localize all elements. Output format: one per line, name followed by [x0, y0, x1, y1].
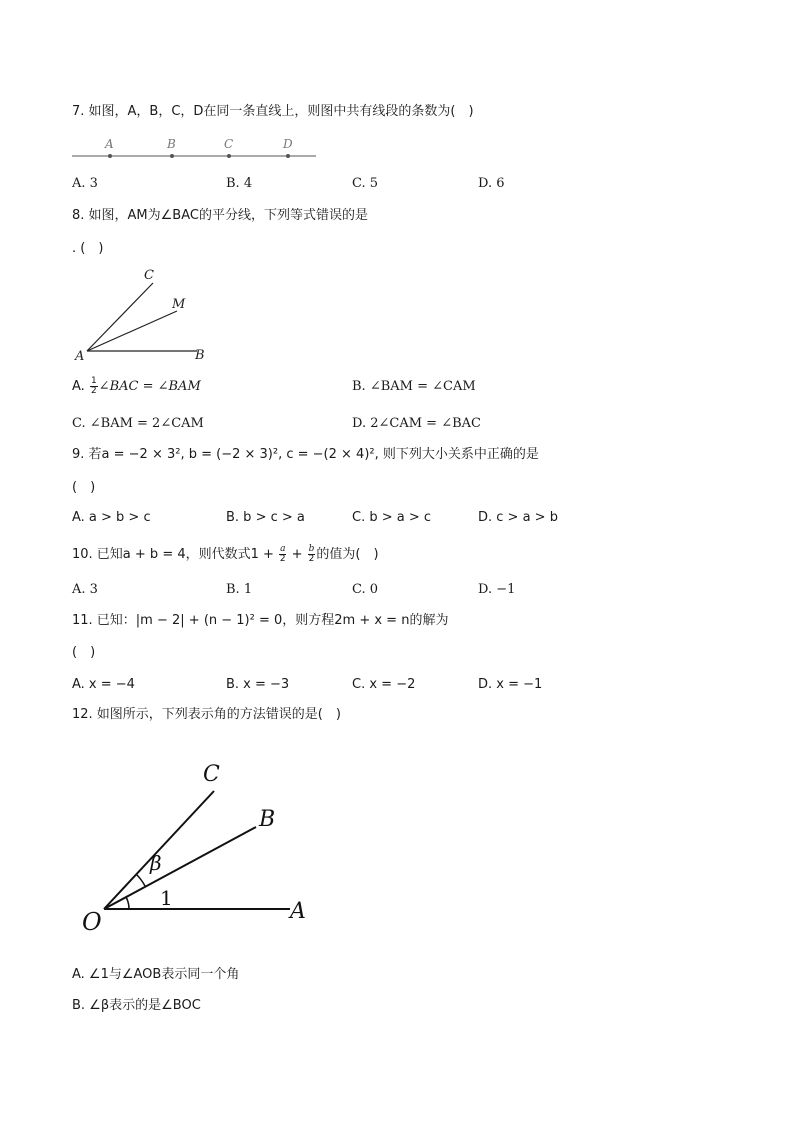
- q11-option-b[interactable]: B. x = −3: [226, 677, 290, 692]
- q11-paren: ( ): [72, 645, 96, 660]
- q12-label-o: O: [82, 908, 102, 936]
- q9-option-c[interactable]: C. b > a > c: [352, 510, 432, 525]
- q10-option-a[interactable]: A. 3: [72, 582, 98, 597]
- q8-option-a-prefix: A.: [72, 379, 85, 394]
- q10-fraction-a-numerator: a: [280, 544, 286, 554]
- q11-stem: 11. 已知：|m − 2| + (n − 1)² = 0，则方程2m + x = n的解为: [72, 613, 449, 628]
- q9-option-b[interactable]: B. b > c > a: [226, 510, 305, 525]
- q8-fraction-numerator: 1: [90, 376, 97, 386]
- q8-stem: 8. 如图，AM为∠BAC的平分线，下列等式错误的是: [72, 208, 368, 223]
- q10-option-b[interactable]: B. 1: [226, 582, 253, 597]
- q10-stem-suffix: 的值为( ): [316, 547, 379, 562]
- q12-label-c: C: [203, 762, 220, 787]
- q7-label-a: A: [105, 137, 114, 151]
- q11-option-a[interactable]: A. x = −4: [72, 677, 135, 692]
- q7-label-d: D: [283, 137, 293, 151]
- q10-plus: +: [291, 547, 303, 562]
- q8-paren: . ( ): [72, 241, 104, 256]
- q8-fraction-denominator: 2: [90, 386, 97, 396]
- q12-label-beta: β: [150, 851, 162, 875]
- q9-paren: ( ): [72, 480, 96, 495]
- q11-option-d[interactable]: D. x = −1: [478, 677, 543, 692]
- q9-stem: 9. 若a = −2 × 3², b = (−2 × 3)², c = −(2 × 4)², 则下列大小关系中正确的是: [72, 447, 539, 462]
- q10-option-c[interactable]: C. 0: [352, 582, 379, 597]
- q10-option-d[interactable]: D. −1: [478, 582, 516, 597]
- q12-label-one: 1: [160, 886, 173, 910]
- q7-label-b: B: [167, 137, 176, 151]
- q8-label-a: A: [75, 349, 85, 364]
- q8-label-b: B: [195, 348, 205, 363]
- q9-option-d[interactable]: D. c > a > b: [478, 510, 558, 525]
- q10-fraction-b-denominator: 2: [308, 554, 315, 564]
- q7-label-c: C: [224, 137, 234, 151]
- q8-option-c[interactable]: C. ∠BAM = 2∠CAM: [72, 416, 204, 431]
- q11-option-c[interactable]: C. x = −2: [352, 677, 416, 692]
- q7-option-c[interactable]: C. 5: [352, 176, 379, 191]
- q8-option-b[interactable]: B. ∠BAM = ∠CAM: [352, 379, 476, 394]
- q8-label-c: C: [144, 268, 154, 283]
- q8-label-m: M: [172, 297, 186, 312]
- q8-option-a-rest: ∠BAC = ∠BAM: [98, 379, 201, 394]
- q10-fraction-b-numerator: b: [308, 544, 315, 554]
- q12-label-b: B: [259, 807, 276, 832]
- q9-option-a[interactable]: A. a > b > c: [72, 510, 151, 525]
- q12-option-a[interactable]: A. ∠1与∠AOB表示同一个角: [72, 967, 240, 982]
- q7-option-a[interactable]: A. 3: [72, 176, 98, 191]
- q12-option-b[interactable]: B. ∠β表示的是∠BOC: [72, 998, 201, 1013]
- q12-stem: 12. 如图所示，下列表示角的方法错误的是( ): [72, 707, 341, 722]
- q7-stem: 7. 如图，A，B，C，D在同一条直线上，则图中共有线段的条数为( ): [72, 104, 474, 119]
- q8-option-d[interactable]: D. 2∠CAM = ∠BAC: [352, 416, 481, 431]
- q7-option-b[interactable]: B. 4: [226, 176, 253, 191]
- q10-fraction-a-denominator: 2: [279, 554, 286, 564]
- q7-option-d[interactable]: D. 6: [478, 176, 505, 191]
- q12-label-a: A: [290, 899, 306, 924]
- q10-stem-prefix: 10. 已知a + b = 4，则代数式1 +: [72, 547, 274, 562]
